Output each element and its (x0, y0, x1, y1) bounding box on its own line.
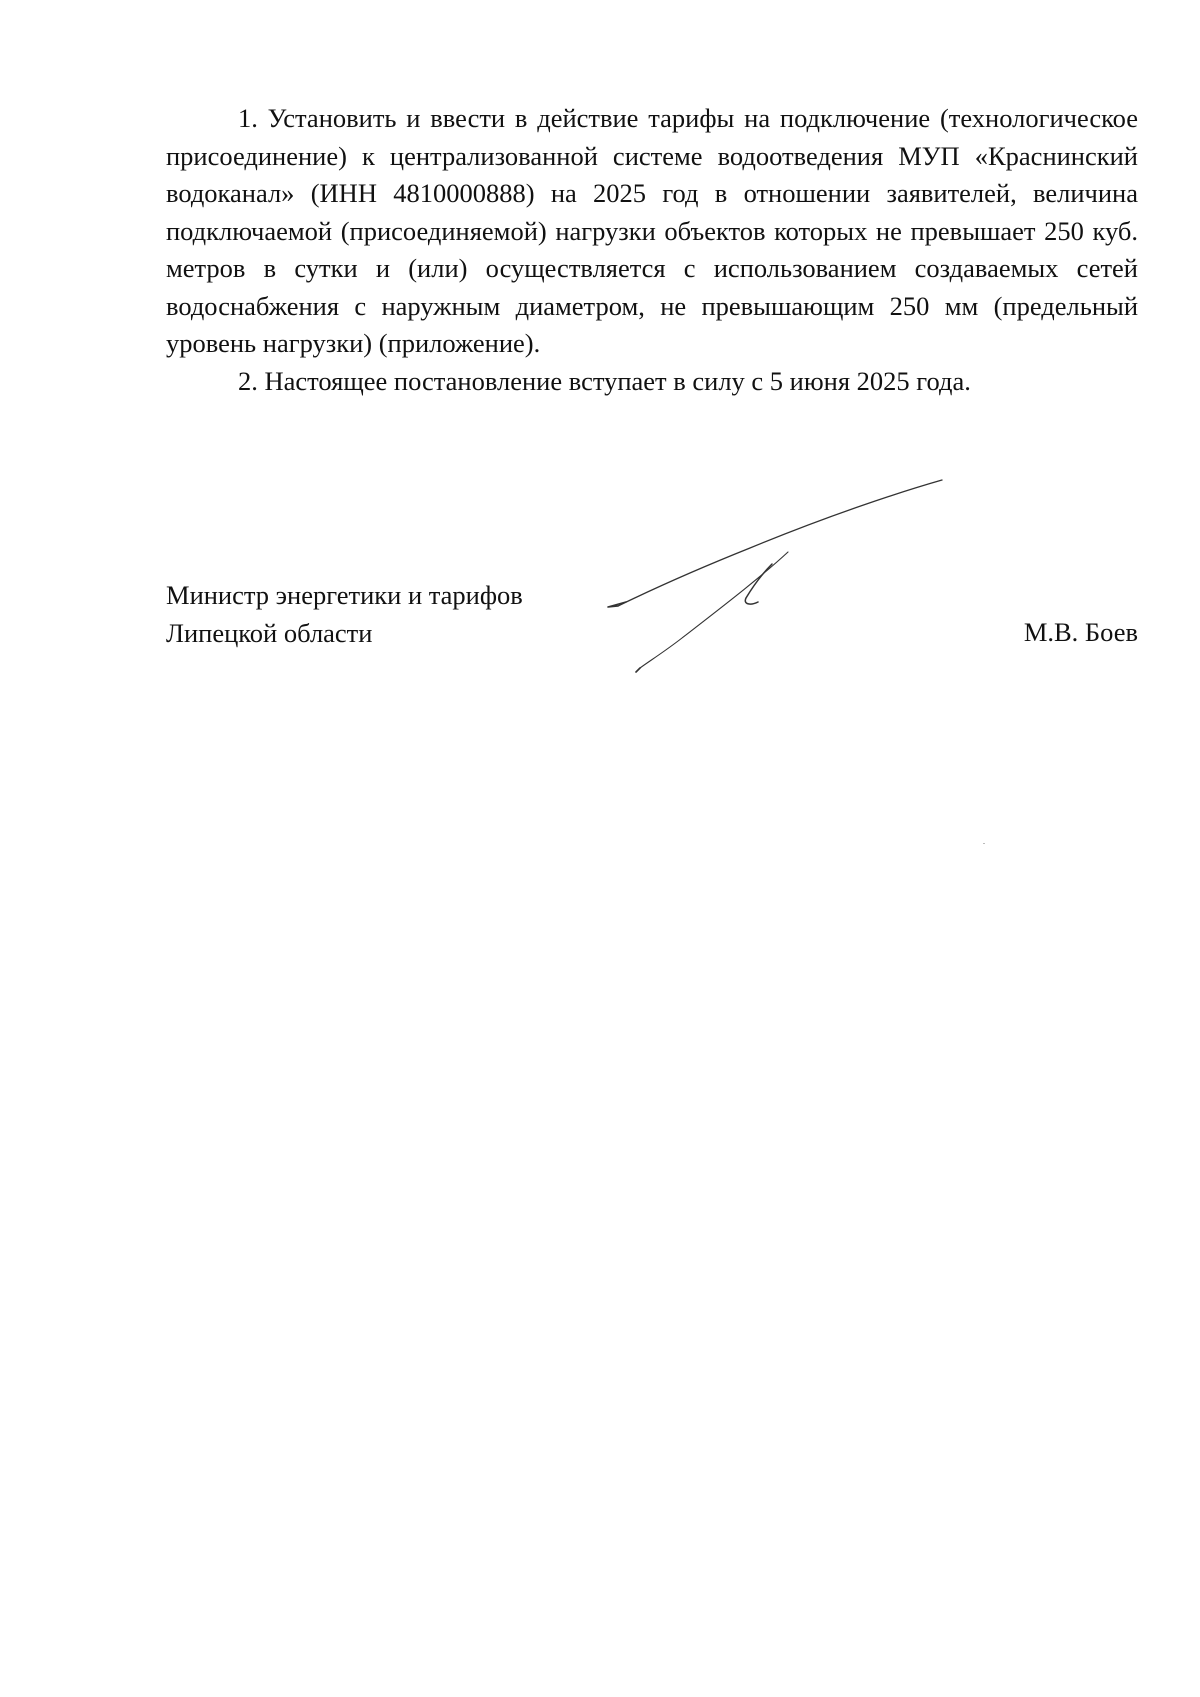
paragraph-1: 1. Установить и ввести в действие тарифы на подключение (технологическое присоединение) к централизованной системе водоотведения МУП «Краснинский водоканал» (ИНН 4810000888) на 2025 год в отношении заявителей, величина подключаемой (присоединяемой) нагрузки объектов которых не превышает 250 куб. метров в сутки и (или) осуществляется с использованием создаваемых сетей водоснабжения с наружным диаметром, не превышающим 250 мм (предельный уровень нагрузки) (приложение). (166, 103, 1138, 358)
signature-main-stroke (618, 480, 942, 606)
document-body (166, 100, 1138, 400)
signatory-position-line-2: Липецкой области (166, 617, 373, 648)
scan-speck (983, 843, 985, 844)
handwritten-signature (600, 470, 960, 690)
signatory-position-line-1: Министр энергетики и тарифов (166, 580, 523, 610)
signature-tick-stroke (608, 602, 626, 607)
signature-end-dot (636, 668, 640, 672)
signature-diagonal-stroke (640, 552, 788, 668)
signatory-position (166, 577, 523, 652)
signatory-name: М.В. Боев (1023, 617, 1138, 647)
paragraph-2: 2. Настоящее постановление вступает в силу с 5 июня 2025 года. (238, 365, 971, 396)
